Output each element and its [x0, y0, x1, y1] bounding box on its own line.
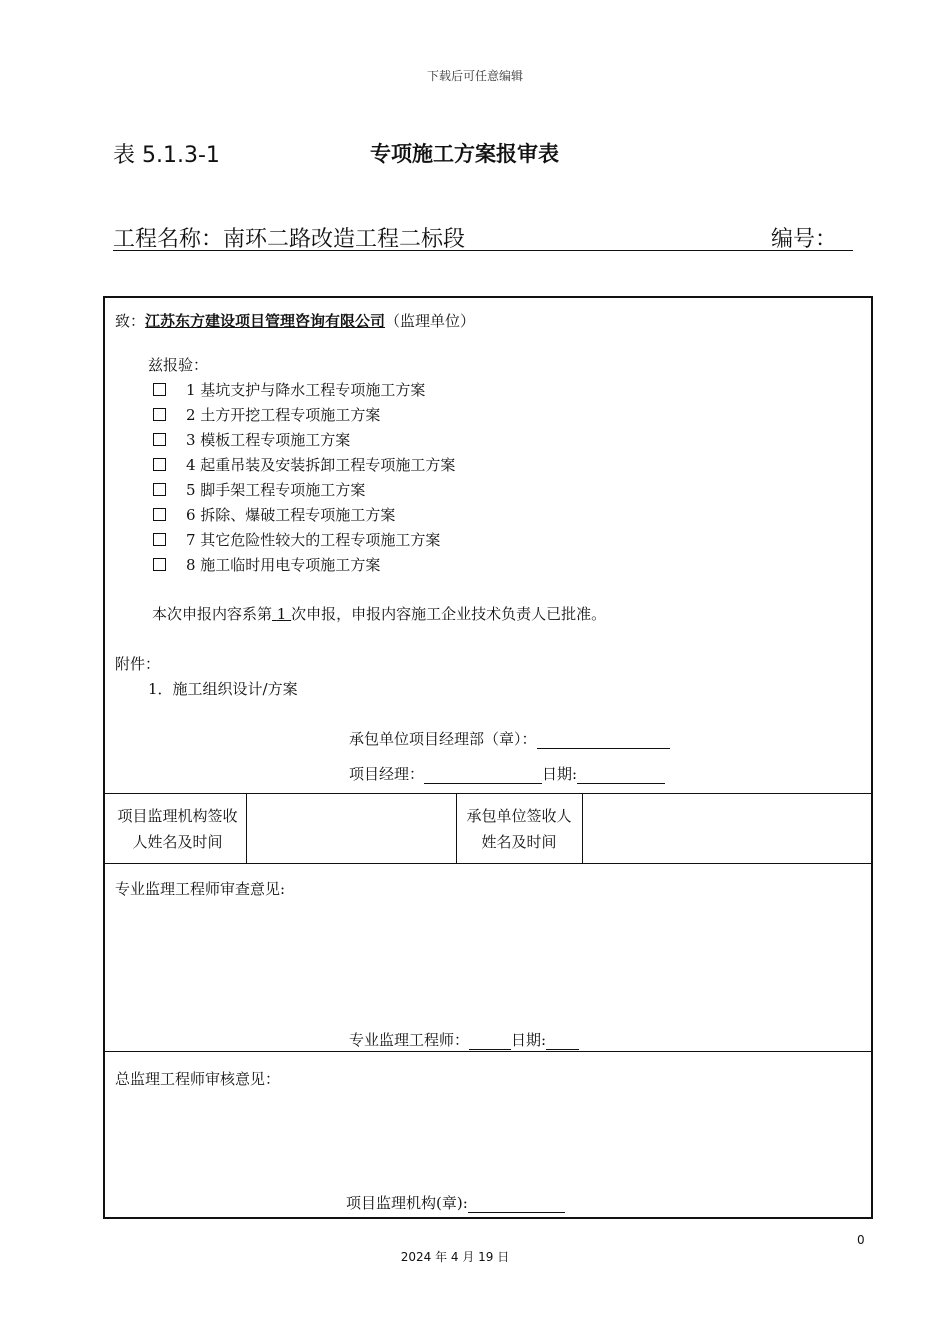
checkbox[interactable] — [153, 458, 166, 471]
contractor-receipt-label: 承包单位签收人姓名及时间 — [466, 807, 572, 851]
checklist-item[interactable]: 3 模板工程专项施工方案 — [153, 429, 350, 450]
divider — [105, 1051, 871, 1052]
divider — [105, 863, 871, 864]
checkbox[interactable] — [153, 433, 166, 446]
form-number-label: 编号： — [770, 227, 837, 252]
checklist-item[interactable]: 4 起重吊装及安装拆卸工程专项施工方案 — [153, 454, 455, 475]
checklist-item[interactable]: 8 施工临时用电专项施工方案 — [153, 554, 380, 575]
project-manager-field[interactable] — [424, 767, 542, 784]
manager-date-field[interactable] — [577, 767, 665, 784]
checkbox[interactable] — [153, 408, 166, 421]
engineer-review-label: 专业监理工程师审查意见: — [115, 880, 286, 898]
checkbox[interactable] — [153, 558, 166, 571]
checkbox[interactable] — [153, 533, 166, 546]
checklist-item[interactable]: 5 脚手架工程专项施工方案 — [153, 479, 365, 500]
engineer-date-field[interactable] — [546, 1033, 579, 1050]
form-title: 专项施工方案报审表 — [370, 142, 559, 166]
submission-count[interactable]: 1 — [276, 605, 287, 623]
contractor-dept-line: 承包单位项目经理部（章）： — [349, 728, 670, 749]
submit-intro: 兹报验： — [148, 356, 209, 374]
chief-stamp-field[interactable] — [468, 1196, 565, 1213]
checkbox[interactable] — [153, 483, 166, 496]
checkbox[interactable] — [153, 508, 166, 521]
project-manager-line: 项目经理： 日期: — [349, 763, 665, 784]
checkbox[interactable] — [153, 383, 166, 396]
supervisor-receipt-field[interactable] — [247, 794, 455, 862]
addressee-company: 江苏东方建设项目管理咨询有限公司 — [145, 312, 386, 330]
project-name: 工程名称：南环二路改造工程二标段 — [113, 227, 466, 252]
checklist-item[interactable]: 7 其它危险性较大的工程专项施工方案 — [153, 529, 440, 550]
page-number: 0 — [857, 1233, 865, 1247]
page-header-note: 下载后可任意编辑 — [426, 69, 523, 83]
footer-date: 2024 年 4 月 19 日 — [400, 1250, 510, 1264]
project-line — [113, 222, 853, 251]
chief-stamp-line: 项目监理机构(章): — [346, 1192, 565, 1213]
addressee-prefix: 致： — [115, 312, 146, 330]
contractor-receipt-field[interactable] — [583, 794, 871, 862]
checklist-item[interactable]: 6 拆除、爆破工程专项施工方案 — [153, 504, 395, 525]
attachment-item: 1．施工组织设计/方案 — [148, 680, 298, 698]
attachments-label: 附件： — [115, 655, 161, 673]
form-table — [103, 296, 873, 1219]
chief-review-label: 总监理工程师审核意见： — [115, 1070, 281, 1088]
engineer-sign-line: 专业监理工程师： 日期: — [349, 1029, 579, 1050]
supervisor-receipt-label: 项目监理机构签收人姓名及时间 — [117, 807, 238, 851]
engineer-review-field[interactable] — [115, 903, 863, 1013]
checklist-item[interactable]: 1 基坑支护与降水工程专项施工方案 — [153, 379, 425, 400]
declaration: 本次申报内容系第 1 次申报，申报内容施工企业技术负责人已批准。 — [152, 605, 607, 623]
engineer-sign-field[interactable] — [469, 1033, 511, 1050]
addressee-suffix: （监理单位） — [385, 312, 476, 330]
checklist-item[interactable]: 2 土方开挖工程专项施工方案 — [153, 404, 380, 425]
chief-review-field[interactable] — [115, 1093, 863, 1183]
contractor-dept-stamp-field[interactable] — [537, 732, 670, 749]
addressee — [115, 310, 475, 331]
divider — [456, 793, 457, 863]
table-code: 表 5.1.3-1 — [113, 143, 220, 168]
